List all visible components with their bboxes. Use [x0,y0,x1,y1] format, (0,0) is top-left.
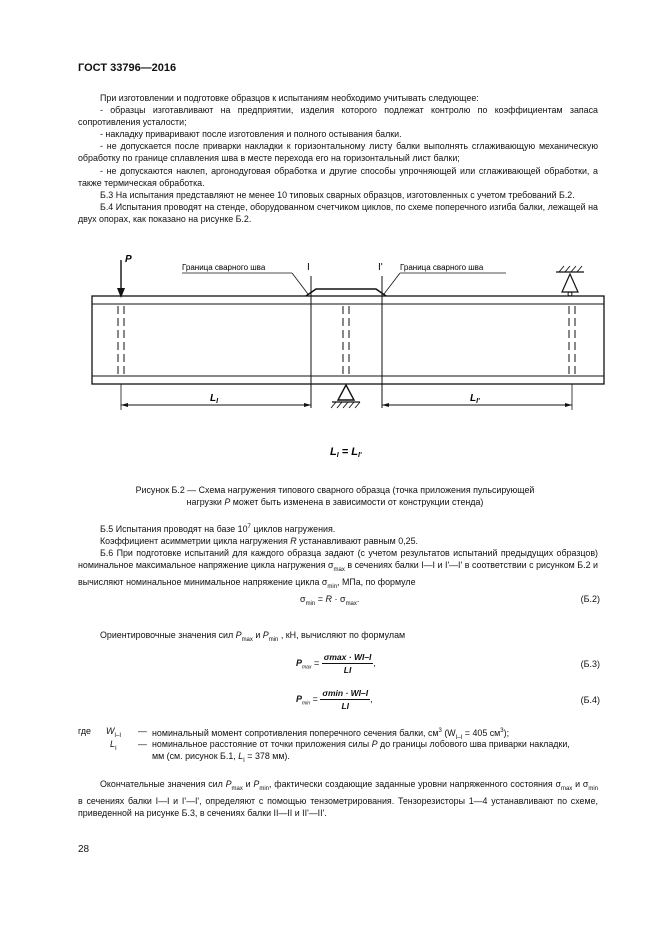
loading-scheme-figure [78,248,618,468]
paragraph-orient: Ориентировочные значения сил $P_{max}$ и $P_{min}$ , кН, вычисляют по формулам [100,630,406,643]
cover-plate [306,289,386,296]
span-right-label: $L_{I'}$ [470,393,480,405]
span-left-label: $L_I$ [210,393,219,405]
fraction-numerator: σmin · WI–I [322,688,369,698]
fraction-numerator: σmax · WI–I [323,652,372,662]
list-item: - не допускаются наклеп, аргонодуговая обработка и другие способы упрочняющей или сглаживающей обработки, а также термическая обработка. [78,165,598,188]
beam-outline [92,296,604,384]
document-header: ГОСТ 33796—2016 [78,62,177,74]
paragraph-b6: Б.6 При подготовке испытаний для каждого образца задают (с учетом результатов испытаний предыдущих образцов) номинальное максимальное напряжение цикла нагружения $\sigma_{max}$ в сечениях балки I—I и I'—I' в соответствии с рисунком Б.2 и вычисляют номинальное минимальное напряжение цикла $\sigma_{min}$, МПа, по формуле [78,548,598,590]
list-item: - не допускается после приварки накладки к горизонтальному листу балки выполнять сглаживающую механическую обработку по границе сплавления шва в месте перехода его на горизонтальный лист балки; [78,141,598,164]
caption-line-2: нагрузки P может быть изменена в зависимости от конструкции стенда) [186,497,484,508]
paragraph-b5: Б.5 Испытания проводят на базе $10^7$ циклов нагружения. [100,523,336,534]
equation-number: (Б.3) [580,659,600,669]
equation-number: (Б.4) [580,695,600,705]
weld-right-leader-diag [384,273,400,294]
paragraph: Б.3 На испытания представляют не менее 10 типовых сварных образцов, изготовленных с учетом требований Б.2. [100,189,575,200]
fraction-denominator: LI [341,701,350,711]
paragraph: При изготовлении и подготовке образцов к испытаниям необходимо учитывать следующее: [100,93,479,103]
top-support-hatching [559,266,582,272]
weld-boundary-left-label: Граница сварного шва [182,263,266,272]
where-l: $L_I$ — номинальное расстояние от точки приложения силы P до границы лобового шва приварки накладки, мм (см. рисунок Б.1, $L_I = 378$ мм). [110,739,570,764]
dim-arrow [304,403,311,407]
dim-arrow [565,403,572,407]
equation-b2: $\sigma_{min} = R \cdot \sigma_{max}$. [300,594,360,607]
section-label-left: I [307,262,310,273]
bottom-support-hatching [331,402,360,408]
fraction-denominator: LI [343,665,352,675]
weld-boundary-right-label: Граница сварного шва [400,263,484,272]
caption-line-1: Рисунок Б.2 — Схема нагружения типового сварного образца (точка приложения пульсирующей [135,485,535,495]
paragraph-coef: Коэффициент асимметрии цикла нагружения R устанавливают равным 0,25. [100,536,418,547]
figure-caption [100,484,570,508]
list-item: - образцы изготавливают на предприятии, изделия которого подлежат контролю по коэффициентам запаса сопротивления усталости; [78,105,598,128]
section-label-right: I' [378,262,383,273]
where-block [78,725,603,764]
where-w: где $W_{I-I}$ — номинальный момент сопротивления поперечного сечения балки, $см^3$ ($W_{I-I} = 405$ $см^3$); [78,726,510,741]
intro-text-block [78,92,598,225]
top-support-triangle [562,274,578,292]
dim-arrow [121,403,128,407]
paragraph: Б.4 Испытания проводят на стенде, оборудованном счетчиком циклов, по схеме поперечного изгиба балки, лежащей на двух опорах, как показано на рисунке Б.2. [78,201,598,224]
span-equality: LI = LI' [330,446,362,459]
list-item: - накладку приваривают после изготовления и полного остывания балки. [100,129,402,140]
load-label: P [125,254,132,265]
page-number: 28 [78,844,90,855]
section-b5-b6 [78,521,598,593]
weld-left-leader-diag [292,273,308,294]
equation-number: (Б.2) [580,594,600,604]
bottom-support-triangle [338,385,354,400]
dim-arrow [382,403,389,407]
equation-b4: $P_{min}$ = $\frac{\sigma\min \cdot WI-I}{LI}$ , [296,688,373,711]
paragraph-final: Окончательные значения сил $P_{max}$ и $P_{min}$, фактически создающие заданные уровни напряженного состояния $\sigma_{max}$ и $\sigma_{min}$ в сечениях балки I—I и I'—I', определяют с помощью тензометрирования. Тензорезисторы 1—4 устанавливают по схеме, приведенной на рисунке Б.3, в сечениях балки II—II и II'—II'. [78,779,599,818]
equation-b3: $P_{max}$ = $\frac{\sigma\max \cdot WI-I}{LI}$ , [296,652,376,675]
